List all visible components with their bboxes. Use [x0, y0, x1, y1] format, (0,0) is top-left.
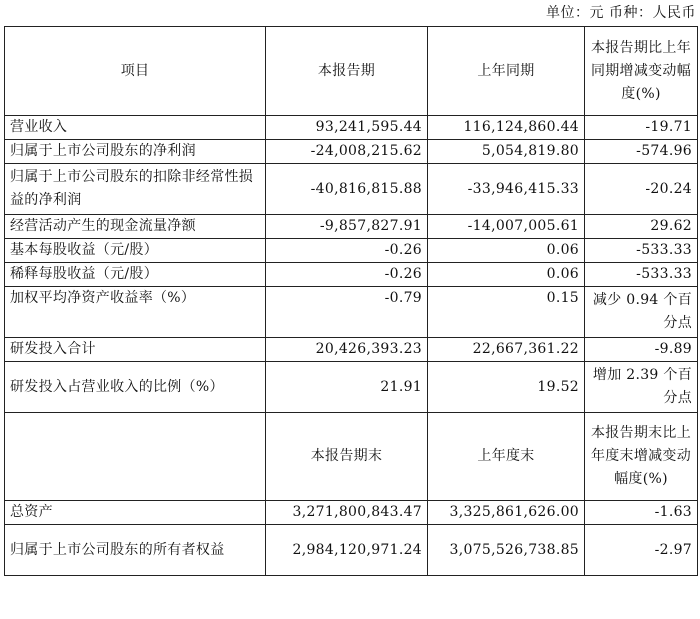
row-change-value: -1.63 — [585, 501, 698, 525]
row-label: 归属于上市公司股东的净利润 — [5, 140, 266, 164]
row-prior-value: 0.06 — [428, 239, 585, 263]
table-row — [5, 164, 698, 215]
row-current-value: 20,426,393.23 — [266, 338, 428, 362]
row-change-value: 29.62 — [585, 215, 698, 239]
row-change-value: -533.33 — [585, 239, 698, 263]
financial-summary-table — [4, 26, 698, 576]
row-label: 稀释每股收益（元/股） — [5, 263, 266, 287]
row-prior-value: 0.06 — [428, 263, 585, 287]
row-change-value: 增加 2.39 个百分点 — [585, 362, 698, 413]
row-label: 研发投入合计 — [5, 338, 266, 362]
row-current-value: 93,241,595.44 — [266, 116, 428, 140]
row-label: 研发投入占营业收入的比例（%） — [5, 362, 266, 413]
row-change-value: -20.24 — [585, 164, 698, 215]
row-prior-value: 3,325,861,626.00 — [428, 501, 585, 525]
row-current-value: -0.26 — [266, 239, 428, 263]
row-current-value: -9,857,827.91 — [266, 215, 428, 239]
header-item: 项目 — [5, 27, 266, 116]
row-current-value: 21.91 — [266, 362, 428, 413]
table-row — [5, 215, 698, 239]
header2-item — [5, 413, 266, 501]
row-label: 加权平均净资产收益率（%） — [5, 287, 266, 338]
table-row — [5, 362, 698, 413]
unit-currency-note: 单位：元 币种：人民币 — [546, 5, 696, 21]
row-label: 营业收入 — [5, 116, 266, 140]
table-header-row-period-end — [5, 413, 698, 501]
header2-prior-year-end: 上年度末 — [428, 413, 585, 501]
row-prior-value: 0.15 — [428, 287, 585, 338]
row-current-value: 2,984,120,971.24 — [266, 525, 428, 576]
table-row — [5, 239, 698, 263]
row-label: 归属于上市公司股东的所有者权益 — [5, 525, 266, 576]
row-prior-value: -14,007,005.61 — [428, 215, 585, 239]
row-prior-value: 3,075,526,738.85 — [428, 525, 585, 576]
table-row — [5, 116, 698, 140]
row-label: 归属于上市公司股东的扣除非经常性损益的净利润 — [5, 164, 266, 215]
header-current-period: 本报告期 — [266, 27, 428, 116]
table-header-row — [5, 27, 698, 116]
row-current-value: -40,816,815.88 — [266, 164, 428, 215]
row-current-value: -24,008,215.62 — [266, 140, 428, 164]
row-prior-value: 116,124,860.44 — [428, 116, 585, 140]
table-row — [5, 525, 698, 576]
row-current-value: 3,271,800,843.47 — [266, 501, 428, 525]
row-label: 总资产 — [5, 501, 266, 525]
table-row — [5, 140, 698, 164]
row-current-value: -0.79 — [266, 287, 428, 338]
row-prior-value: 22,667,361.22 — [428, 338, 585, 362]
table-row — [5, 338, 698, 362]
row-change-value: -533.33 — [585, 263, 698, 287]
header-prior-period: 上年同期 — [428, 27, 585, 116]
row-prior-value: 5,054,819.80 — [428, 140, 585, 164]
row-prior-value: -33,946,415.33 — [428, 164, 585, 215]
table-row — [5, 263, 698, 287]
row-prior-value: 19.52 — [428, 362, 585, 413]
row-change-value: -2.97 — [585, 525, 698, 576]
table-row — [5, 287, 698, 338]
header-change-percent: 本报告期比上年同期增减变动幅度(%) — [585, 27, 698, 116]
row-change-value: 减少 0.94 个百分点 — [585, 287, 698, 338]
row-label: 基本每股收益（元/股） — [5, 239, 266, 263]
header2-period-end: 本报告期末 — [266, 413, 428, 501]
row-change-value: -574.96 — [585, 140, 698, 164]
row-change-value: -19.71 — [585, 116, 698, 140]
row-change-value: -9.89 — [585, 338, 698, 362]
table-row — [5, 501, 698, 525]
row-current-value: -0.26 — [266, 263, 428, 287]
header2-change-percent: 本报告期末比上年度末增减变动幅度(%) — [585, 413, 698, 501]
row-label: 经营活动产生的现金流量净额 — [5, 215, 266, 239]
